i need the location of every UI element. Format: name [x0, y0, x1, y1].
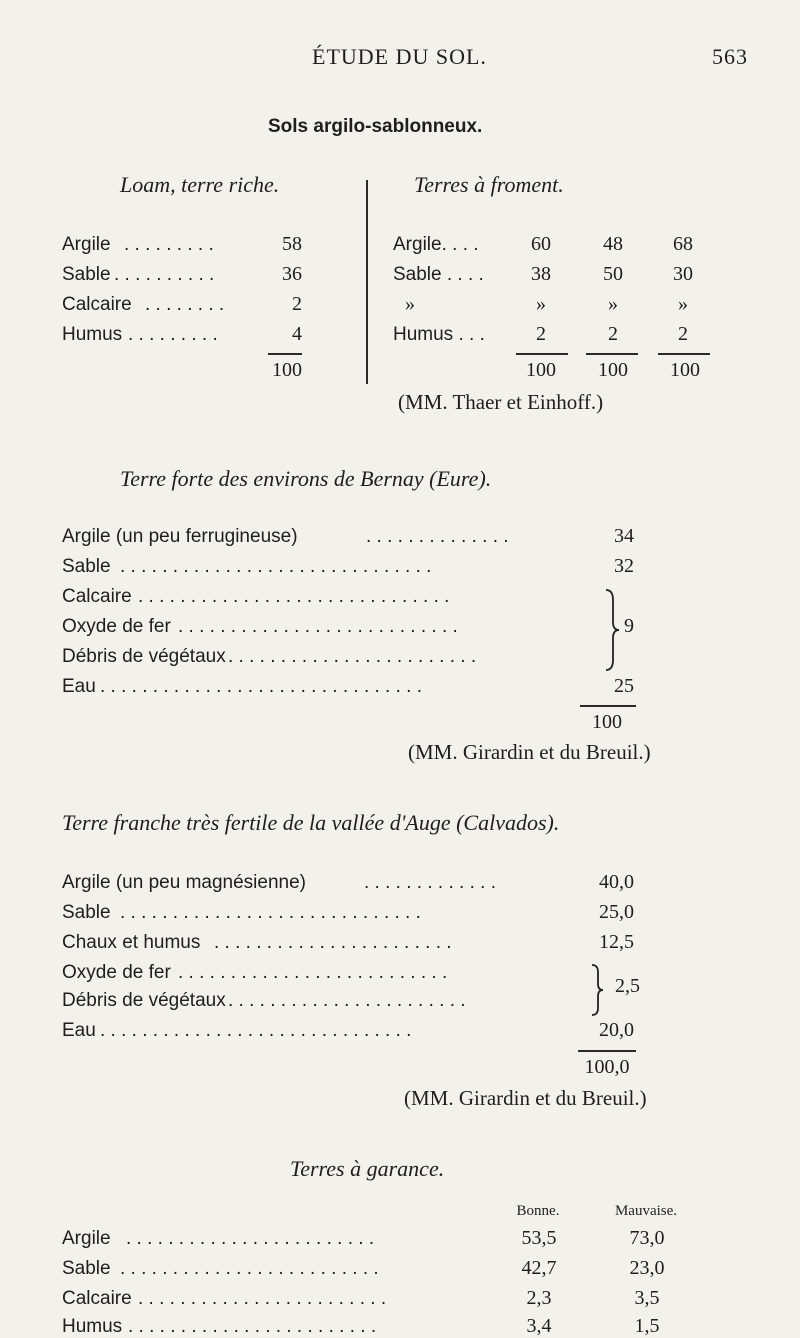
bernay-row-label: Eau	[62, 676, 96, 697]
bernay-row-label: Calcaire	[62, 586, 132, 607]
froment-sum-rule	[586, 353, 638, 355]
bernay-row-label: Sable	[62, 556, 111, 577]
froment-cell: »	[536, 293, 546, 315]
bernay-row-label: Débris de végétaux	[62, 646, 226, 667]
froment-cell: 2	[608, 323, 618, 345]
loam-row-value: 4	[292, 323, 302, 345]
froment-heading: Terres à froment.	[414, 172, 564, 197]
auge-row-value: 20,0	[599, 1019, 634, 1041]
leader-dots: . . . . . . . . . . . . . . . . . . . . . . . . . . . . . . .	[100, 676, 423, 697]
auge-row-label: Chaux et humus	[62, 932, 201, 953]
garance-cell: 23,0	[629, 1257, 665, 1279]
bernay-row-value: 34	[614, 525, 634, 547]
leader-dots: . . . . . . . . . . . . . . . . . . . . . . . . . . .	[178, 616, 458, 637]
auge-heading: Terre franche très fertile de la vallée d'Auge (Calvados).	[62, 810, 560, 835]
auge-row-value: 40,0	[599, 871, 634, 893]
froment-cell: 60	[531, 233, 551, 255]
loam-total: 100	[272, 359, 302, 381]
auge-row-value: 2,5	[615, 975, 640, 997]
auge-row-label: Oxyde de fer	[62, 962, 171, 983]
loam-row-label: Calcaire	[62, 294, 132, 315]
froment-cell: 68	[673, 233, 693, 255]
froment-credit: (MM. Thaer et Einhoff.)	[398, 390, 604, 414]
leader-dots: . . . . . . . . . . . . . . . . . . . . . . . . .	[120, 1258, 379, 1279]
garance-cell: 42,7	[521, 1257, 557, 1279]
garance-cell: 2,3	[526, 1287, 552, 1309]
froment-row-label: Sable . . . .	[393, 264, 484, 285]
froment-total: 100	[670, 359, 700, 381]
froment-cell: 48	[603, 233, 623, 255]
auge-credit: (MM. Girardin et du Breuil.)	[404, 1086, 647, 1110]
loam-heading: Loam, terre riche.	[120, 172, 280, 197]
bernay-row-label: Oxyde de fer	[62, 616, 171, 637]
froment-row-label: Humus . . .	[393, 324, 485, 345]
garance-row-label: Humus	[62, 1316, 123, 1337]
garance-cell: 1,5	[634, 1315, 660, 1337]
bernay-row-value: 32	[614, 555, 634, 577]
garance-heading: Terres à garance.	[290, 1156, 445, 1181]
loam-row-dots: . . . . . . . .	[145, 294, 225, 315]
froment-cell: 50	[603, 263, 623, 285]
leader-dots: . . . . . . . . . . . . . . . . . . . . . . . .	[126, 1228, 375, 1249]
auge-row-label: Sable	[62, 902, 111, 923]
leader-dots: . . . . . . . . . . . . . . . . . . . . . . .	[214, 932, 452, 953]
garance-cell: 3,5	[634, 1287, 660, 1309]
bernay-row-value: 9	[624, 615, 634, 637]
leader-dots: . . . . . . . . . . . . . . . . . . . . . . . .	[138, 1288, 387, 1309]
froment-sum-rule	[516, 353, 568, 355]
garance-row-label: Argile	[62, 1228, 111, 1249]
froment-cell: »	[608, 293, 618, 315]
garance-cell: 73,0	[629, 1227, 665, 1249]
loam-row-value: 36	[282, 263, 302, 285]
froment-sum-rule	[658, 353, 710, 355]
loam-row-label: Argile	[62, 234, 111, 255]
froment-cell: 2	[536, 323, 546, 345]
leader-dots: . . . . . . . . . . . . . . . . . . . . . . . .	[228, 646, 477, 667]
auge-sum-rule	[578, 1050, 636, 1052]
auge-total: 100,0	[584, 1056, 630, 1078]
froment-cell: »	[678, 293, 688, 315]
garance-cell: 53,5	[521, 1227, 557, 1249]
bernay-heading: Terre forte des environs de Bernay (Eure).	[120, 466, 492, 491]
loam-row-value: 58	[282, 233, 302, 255]
froment-total: 100	[598, 359, 628, 381]
leader-dots: . . . . . . . . . . . . . .	[366, 526, 509, 547]
bernay-sum-rule	[580, 705, 636, 707]
bernay-credit: (MM. Girardin et du Breuil.)	[408, 740, 651, 764]
garance-col-header: Bonne.	[516, 1203, 560, 1219]
leader-dots: . . . . . . . . . . . . . . . . . . . . . . . . . . . . . .	[120, 556, 432, 577]
loam-row-value: 2	[292, 293, 302, 315]
leader-dots: . . . . . . . . . . . . . . . . . . . . . . . . . . . . .	[120, 902, 421, 923]
loam-row-dots: . . . . . . . . . .	[114, 264, 215, 285]
garance-col-header: Mauvaise.	[614, 1203, 678, 1219]
auge-row-label: Argile (un peu magnésienne)	[62, 872, 306, 893]
leader-dots: . . . . . . . . . . . . . . . . . . . . . . . . . . . . . .	[138, 586, 450, 607]
running-header-title: ÉTUDE DU SOL.	[312, 44, 487, 69]
section-title: Sols argilo-sablonneux.	[268, 116, 483, 137]
auge-row-label: Débris de végétaux	[62, 990, 226, 1011]
froment-cell: 38	[531, 263, 551, 285]
auge-row-value: 25,0	[599, 901, 634, 923]
loam-row-label: Sable	[62, 264, 111, 285]
auge-row-value: 12,5	[599, 931, 634, 953]
page-number: 563	[712, 44, 748, 69]
bernay-brace	[604, 586, 622, 674]
froment-total: 100	[526, 359, 556, 381]
loam-sum-rule	[268, 353, 302, 355]
leader-dots: . . . . . . . . . . . . . . . . . . . . . . . . . .	[178, 962, 448, 983]
table-divider	[366, 180, 368, 384]
bernay-total: 100	[592, 711, 622, 733]
loam-row-label: Humus	[62, 324, 123, 345]
bernay-row-value: 25	[614, 675, 634, 697]
leader-dots: . . . . . . . . . . . . . . . . . . . . . . .	[228, 990, 466, 1011]
froment-cell: 30	[673, 263, 693, 285]
leader-dots: . . . . . . . . . . . . .	[364, 872, 496, 893]
froment-cell: 2	[678, 323, 688, 345]
bernay-row-label: Argile (un peu ferrugineuse)	[62, 526, 298, 547]
garance-row-label: Calcaire	[62, 1288, 132, 1309]
auge-row-label: Eau	[62, 1020, 96, 1041]
garance-row-label: Sable	[62, 1258, 111, 1279]
leader-dots: . . . . . . . . . . . . . . . . . . . . . . . . . . . . . .	[100, 1020, 412, 1041]
loam-row-dots: . . . . . . . . .	[124, 234, 214, 255]
froment-row-label: »	[405, 293, 415, 315]
leader-dots: . . . . . . . . . . . . . . . . . . . . . . . .	[128, 1316, 377, 1337]
garance-cell: 3,4	[526, 1315, 552, 1337]
froment-row-label: Argile. . . .	[393, 234, 479, 255]
loam-row-dots: . . . . . . . . .	[128, 324, 218, 345]
